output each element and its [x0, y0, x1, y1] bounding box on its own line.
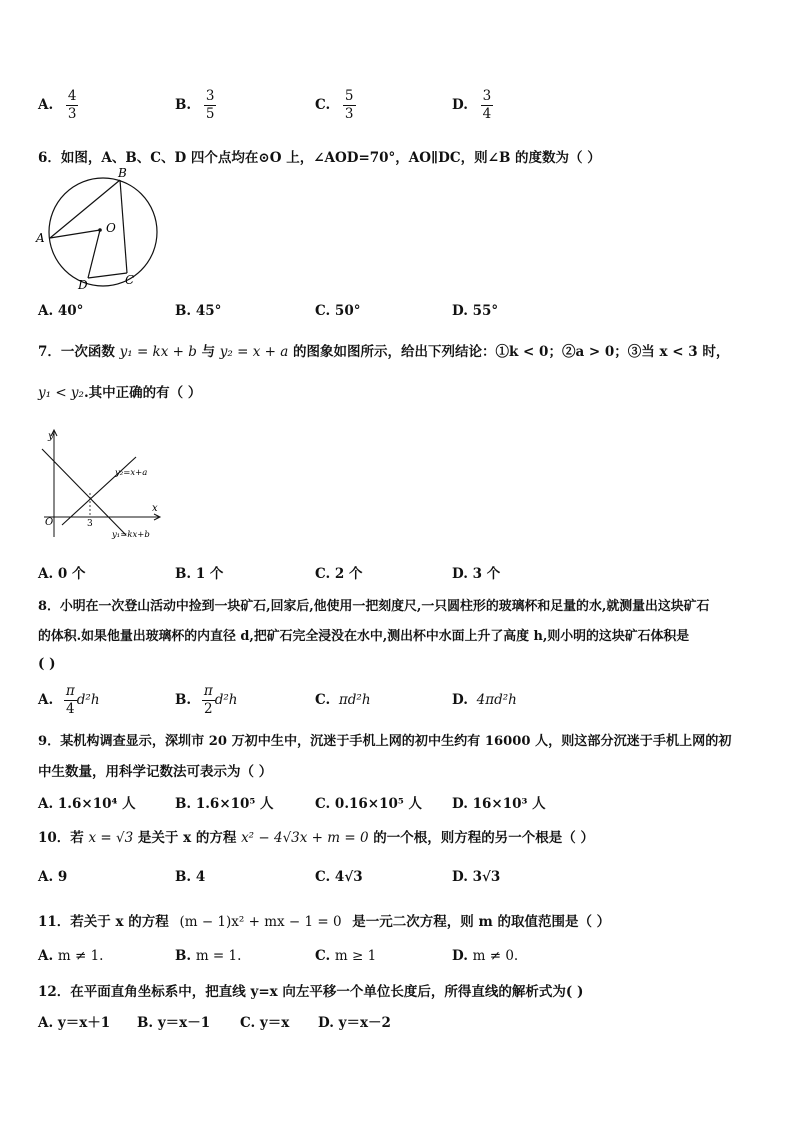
- q7-eq2: y₂ = x + a: [219, 344, 289, 360]
- q8-option-b: B. $\frac{\pi}{2}$ d²h: [175, 683, 238, 717]
- q6-option-a: A. 40°: [38, 303, 84, 319]
- q8-b-fraction: $\frac{\pi}{2}$: [203, 683, 213, 717]
- segment-dc: [88, 273, 127, 278]
- q9-option-d: D. 16×10³ 人: [452, 796, 546, 812]
- q7-eq3: y₁ < y₂: [38, 385, 84, 401]
- label-line-y2: y₂=x+a: [115, 468, 148, 478]
- q6-option-c: C. 50°: [315, 303, 361, 319]
- q10-eq1: x = √3: [88, 830, 134, 846]
- q7-question-line2: y₁ < y₂.其中正确的有（ ）: [38, 385, 202, 401]
- q8-option-d: D. 4πd²h: [452, 692, 517, 708]
- label-b: B: [118, 168, 127, 180]
- q10-option-d: D. 3√3: [452, 869, 501, 885]
- label-o: O: [106, 221, 116, 235]
- q5-b-fraction: $\frac{3}{5}$: [205, 88, 215, 122]
- q11-option-d: D. m ≠ 0.: [452, 948, 519, 964]
- q8-option-c: C. πd²h: [315, 692, 371, 708]
- label-y: y: [48, 431, 54, 442]
- q12-option-b: B. y＝x－1: [137, 1015, 211, 1031]
- q6-option-d: D. 55°: [452, 303, 499, 319]
- q11-option-b: B. m = 1.: [175, 948, 242, 964]
- q11-option-c: C. m ≥ 1: [315, 948, 377, 964]
- label-origin: O: [45, 517, 54, 528]
- q6-circle-figure: [34, 168, 164, 292]
- q8-question-line1: 8．小明在一次登山活动中捡到一块矿石,回家后,他使用一把刻度尺,一只圆柱形的玻璃杯和足量的水,就测量出这块矿石: [38, 599, 710, 614]
- label-line-y1: y₁=kx+b: [112, 530, 150, 540]
- q11-option-a: A. m ≠ 1.: [38, 948, 104, 964]
- q5-option-b: B. $\frac{3}{5}$: [175, 88, 215, 122]
- q12-option-c: C. y＝x: [240, 1015, 290, 1031]
- q5-option-d: D. $\frac{3}{4}$: [452, 88, 492, 122]
- q6-option-b: B. 45°: [175, 303, 222, 319]
- q7-option-a: A. 0 个: [38, 566, 86, 582]
- q10-option-b: B. 4: [175, 869, 206, 885]
- q7-question-line1: 7．一次函数 y₁ = kx + b 与 y₂ = x + a 的图象如图所示，给出下列结论：①k < 0；②a > 0；③当 x < 3 时，: [38, 344, 730, 360]
- q9-option-c: C. 0.16×10⁵ 人: [315, 796, 423, 812]
- segment-bc: [120, 180, 127, 273]
- q7-option-d: D. 3 个: [452, 566, 501, 582]
- q7-option-b: B. 1 个: [175, 566, 224, 582]
- label-x: x: [152, 503, 158, 514]
- segment-od: [88, 230, 100, 278]
- q9-option-b: B. 1.6×10⁵ 人: [175, 796, 274, 812]
- label-d: D: [78, 278, 88, 292]
- q10-question: 10．若 x = √3 是关于 x 的方程 x² − 4√3x + m = 0 的一个根，则方程的另一个根是（ ）: [38, 830, 594, 846]
- q8-question-line3: ( ): [38, 656, 56, 672]
- q7-option-c: C. 2 个: [315, 566, 363, 582]
- q9-option-a: A. 1.6×10⁴ 人: [38, 796, 136, 812]
- q11-eq: (m − 1)x² + mx − 1 = 0: [179, 914, 342, 930]
- q5-option-c: C. $\frac{5}{3}$: [315, 88, 354, 122]
- q10-eq2: x² − 4√3x + m = 0: [241, 830, 369, 846]
- q7-graph-figure: [40, 425, 165, 545]
- q10-option-a: A. 9: [38, 869, 68, 885]
- q11-question: 11．若关于 x 的方程 (m − 1)x² + mx − 1 = 0 是一元二次方程，则 m 的取值范围是（ ）: [38, 914, 611, 930]
- q12-option-d: D. y＝x－2: [318, 1015, 391, 1031]
- point-o: [98, 228, 102, 232]
- q10-option-c: C. 4√3: [315, 869, 363, 885]
- q5-a-fraction: $\frac{4}{3}$: [67, 88, 77, 122]
- q5-d-fraction: $\frac{3}{4}$: [482, 88, 492, 122]
- q8-a-fraction: $\frac{\pi}{4}$: [65, 683, 75, 717]
- label-a: A: [36, 231, 45, 245]
- q5-c-fraction: $\frac{5}{3}$: [344, 88, 354, 122]
- line-y1: [42, 449, 126, 535]
- q12-option-a: A. y＝x＋1: [38, 1015, 111, 1031]
- q5-option-a: A. $\frac{4}{3}$: [38, 88, 77, 122]
- q6-question: 6．如图，A、B、C、D 四个点均在⊙O 上，∠AOD=70°，AO∥DC，则∠B 的度数为（ ）: [38, 150, 601, 166]
- q12-question: 12．在平面直角坐标系中，把直线 y=x 向左平移一个单位长度后，所得直线的解析式为( ): [38, 984, 584, 1000]
- q8-question-line2: 的体积.如果他量出玻璃杯的内直径 d,把矿石完全浸没在水中,测出杯中水面上升了高度 h,则小明的这块矿石体积是: [38, 629, 690, 644]
- q7-eq1: y₁ = kx + b: [119, 344, 197, 360]
- q9-question-line2: 中生数量，用科学记数法可表示为（ ）: [38, 764, 273, 780]
- q8-option-a: A. $\frac{\pi}{4}$ d²h: [38, 683, 100, 717]
- q9-question-line1: 9．某机构调查显示，深圳市 20 万初中生中，沉迷于手机上网的初中生约有 16000 人，则这部分沉迷于手机上网的初: [38, 734, 732, 749]
- label-tick-3: 3: [87, 519, 93, 529]
- label-c: C: [125, 273, 135, 287]
